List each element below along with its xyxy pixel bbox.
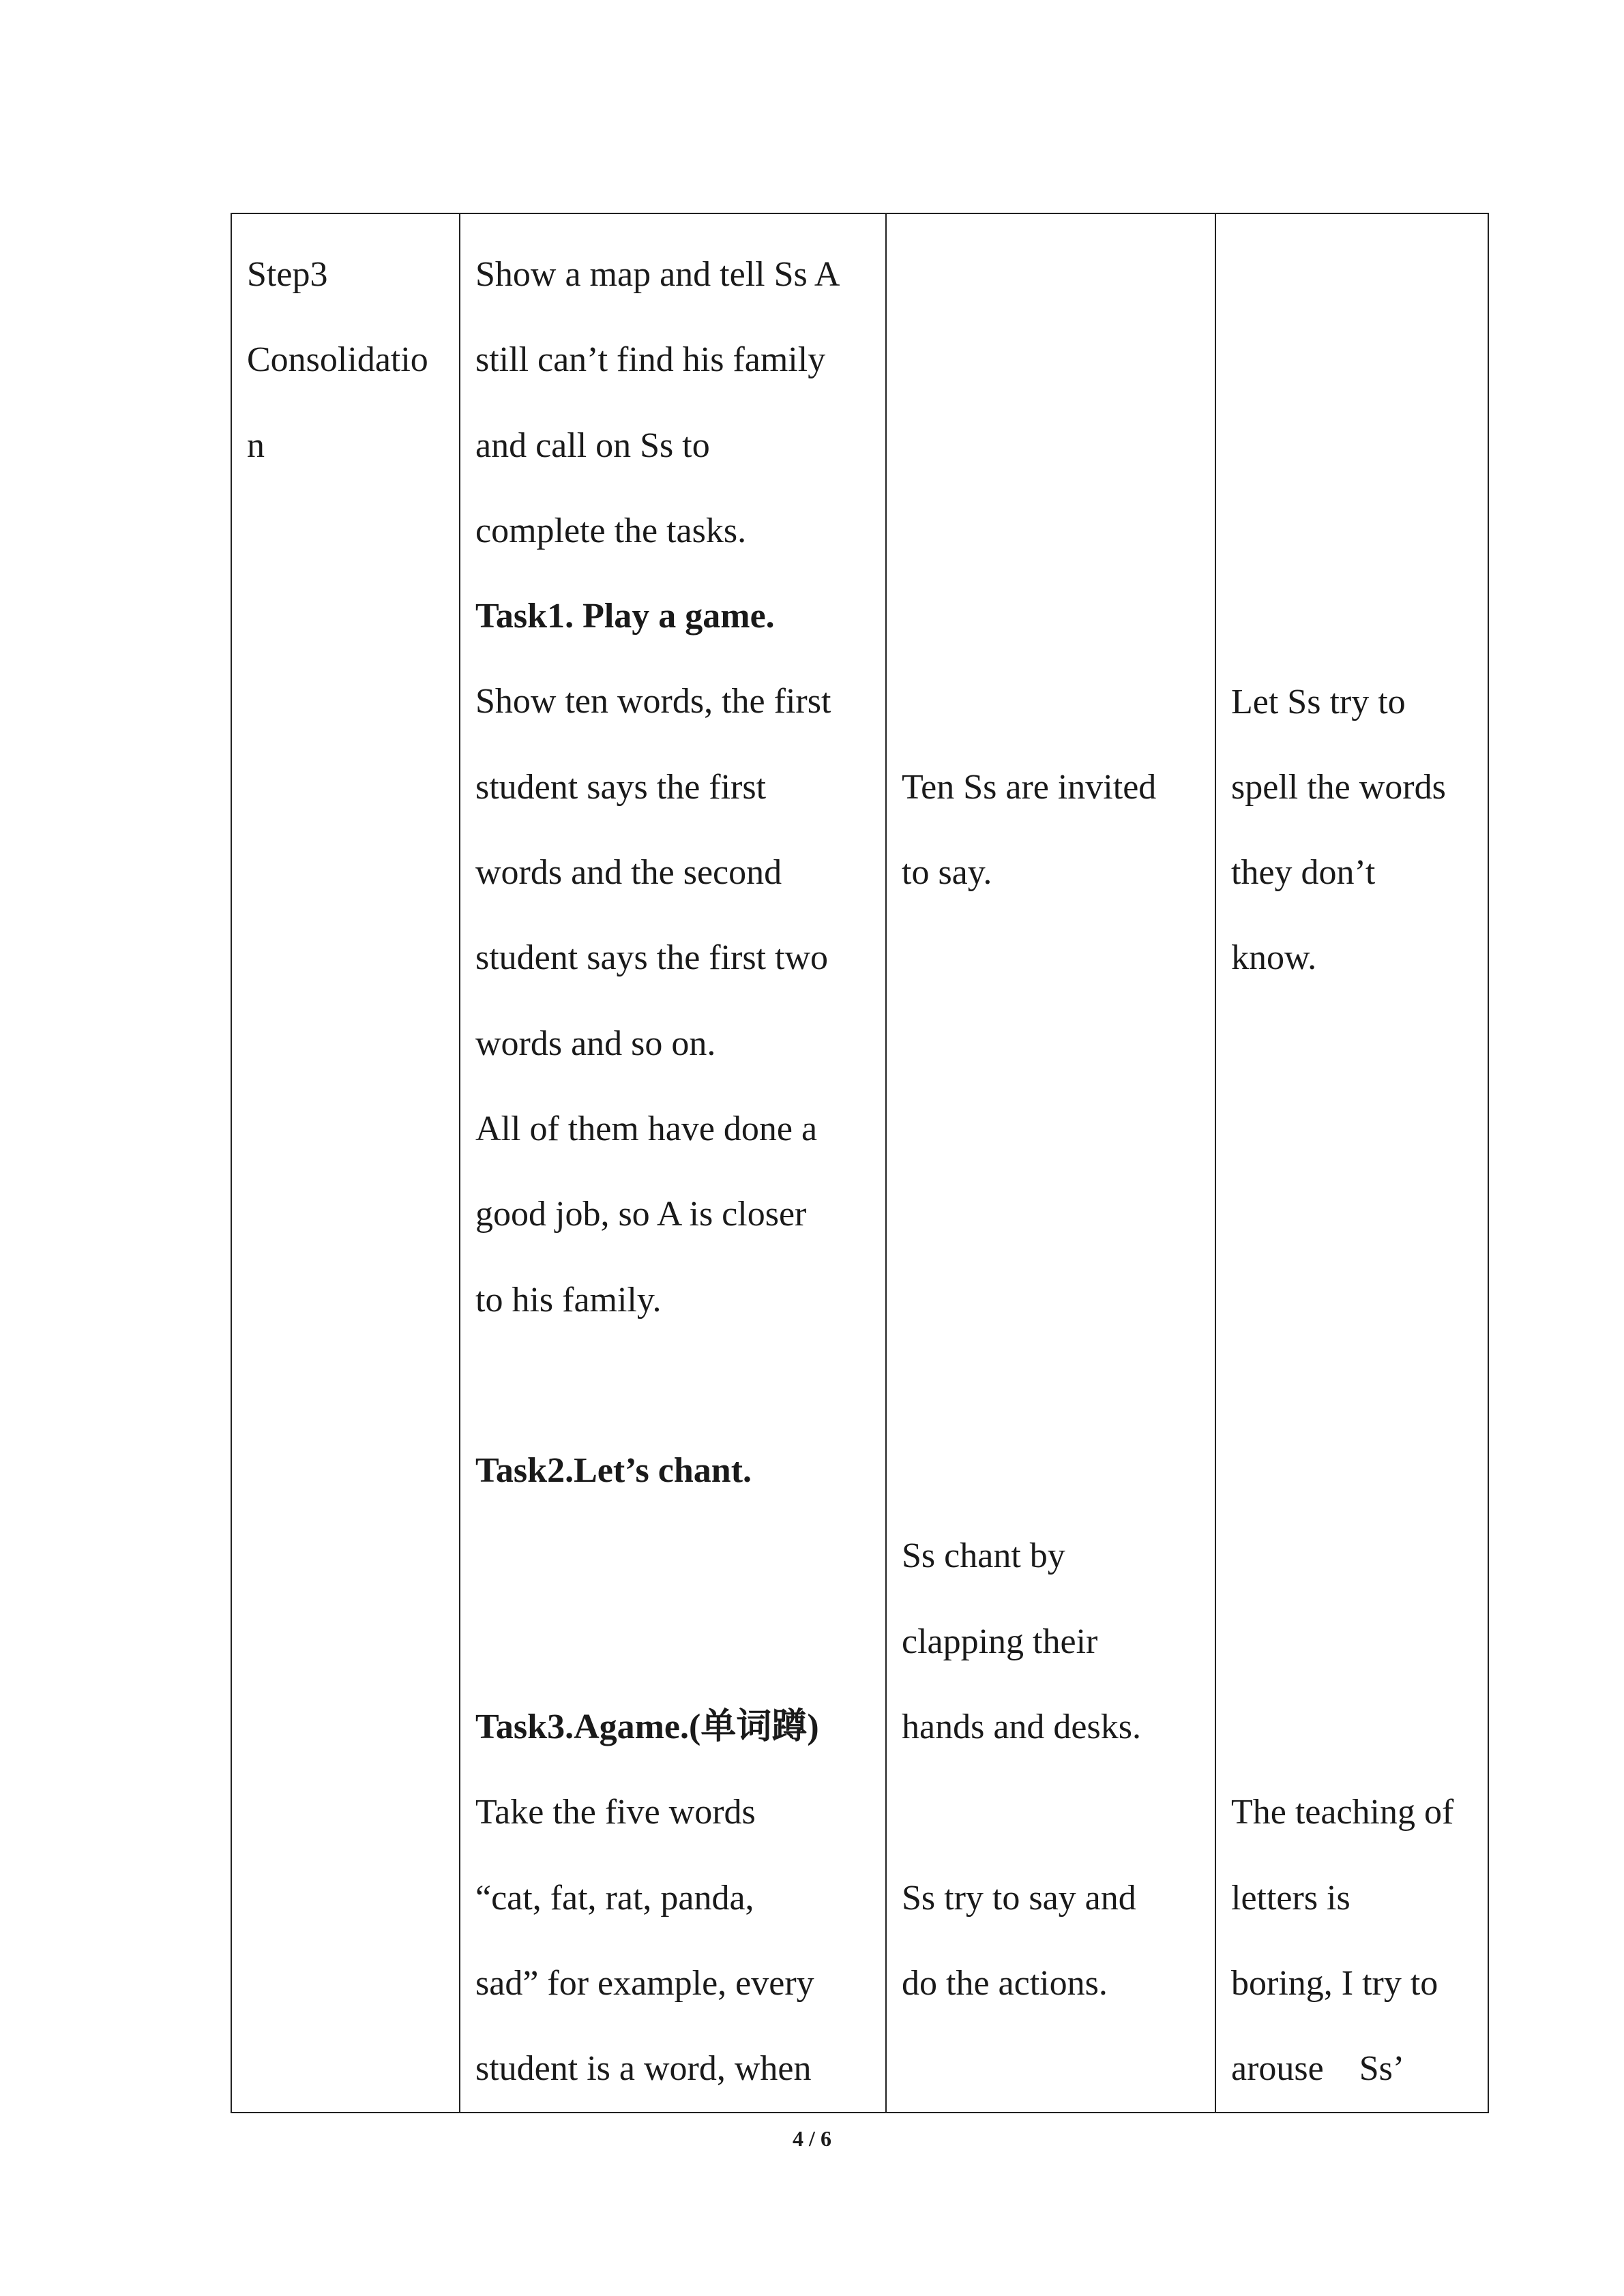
purpose-task3-line: boring, I try to bbox=[1231, 1963, 1438, 2003]
lesson-plan-table bbox=[231, 213, 1489, 2113]
purpose-task1-line: Let Ss try to bbox=[1231, 682, 1406, 721]
purpose-task1-line: they don’t bbox=[1231, 853, 1376, 893]
step-line: n bbox=[247, 426, 265, 465]
purpose-cell bbox=[1215, 213, 1488, 2113]
page-number: 4 / 6 bbox=[793, 2126, 831, 2151]
students-task1-line: to say. bbox=[902, 853, 992, 893]
intro-line: and call on Ss to bbox=[475, 426, 710, 465]
task1-line: words and the second bbox=[475, 853, 782, 893]
teacher-activity-cell bbox=[460, 213, 886, 2113]
student-activity-cell bbox=[886, 213, 1215, 2113]
purpose-task3-line: The teaching of bbox=[1231, 1793, 1454, 1832]
task1-line: to his family. bbox=[475, 1280, 662, 1320]
purpose-task1-line: spell the words bbox=[1231, 767, 1446, 807]
task1-line: All of them have done a bbox=[475, 1109, 818, 1148]
task1-line: words and so on. bbox=[475, 1024, 716, 1063]
purpose-task1-line: know. bbox=[1231, 938, 1317, 978]
students-task2-line: clapping their bbox=[902, 1622, 1098, 1661]
purpose-task3-line: arouse Ss’ bbox=[1231, 2049, 1405, 2089]
task1-line: student says the first two bbox=[475, 938, 829, 978]
step-line: Step3 bbox=[247, 255, 328, 294]
students-task2-line: Ss chant by bbox=[902, 1536, 1065, 1576]
students-task3-line: do the actions. bbox=[902, 1963, 1108, 2003]
task3-line: student is a word, when bbox=[475, 2049, 812, 2089]
task3-title: Task3.Agame.(单词蹲) bbox=[475, 1708, 819, 1747]
intro-line: Show a map and tell Ss A bbox=[475, 255, 840, 294]
task2-title: Task2.Let’s chant. bbox=[475, 1451, 752, 1491]
students-task2-line: hands and desks. bbox=[902, 1708, 1141, 1747]
task1-line: good job, so A is closer bbox=[475, 1195, 807, 1234]
task3-line: Take the five words bbox=[475, 1793, 756, 1832]
students-task3-line: Ss try to say and bbox=[902, 1878, 1136, 1918]
step-line: Consolidatio bbox=[247, 340, 428, 380]
intro-line: complete the tasks. bbox=[475, 511, 747, 550]
task3-line: sad” for example, every bbox=[475, 1963, 814, 2003]
students-task1-line: Ten Ss are invited bbox=[902, 767, 1157, 807]
purpose-task3-line: letters is bbox=[1231, 1878, 1350, 1918]
task1-title: Task1. Play a game. bbox=[475, 597, 775, 636]
intro-line: still can’t find his family bbox=[475, 340, 826, 380]
table-row bbox=[231, 213, 1488, 2113]
task1-line: Show ten words, the first bbox=[475, 682, 831, 721]
task3-line: “cat, fat, rat, panda, bbox=[475, 1878, 754, 1918]
task1-line: student says the first bbox=[475, 767, 767, 807]
step-cell bbox=[231, 213, 460, 2113]
